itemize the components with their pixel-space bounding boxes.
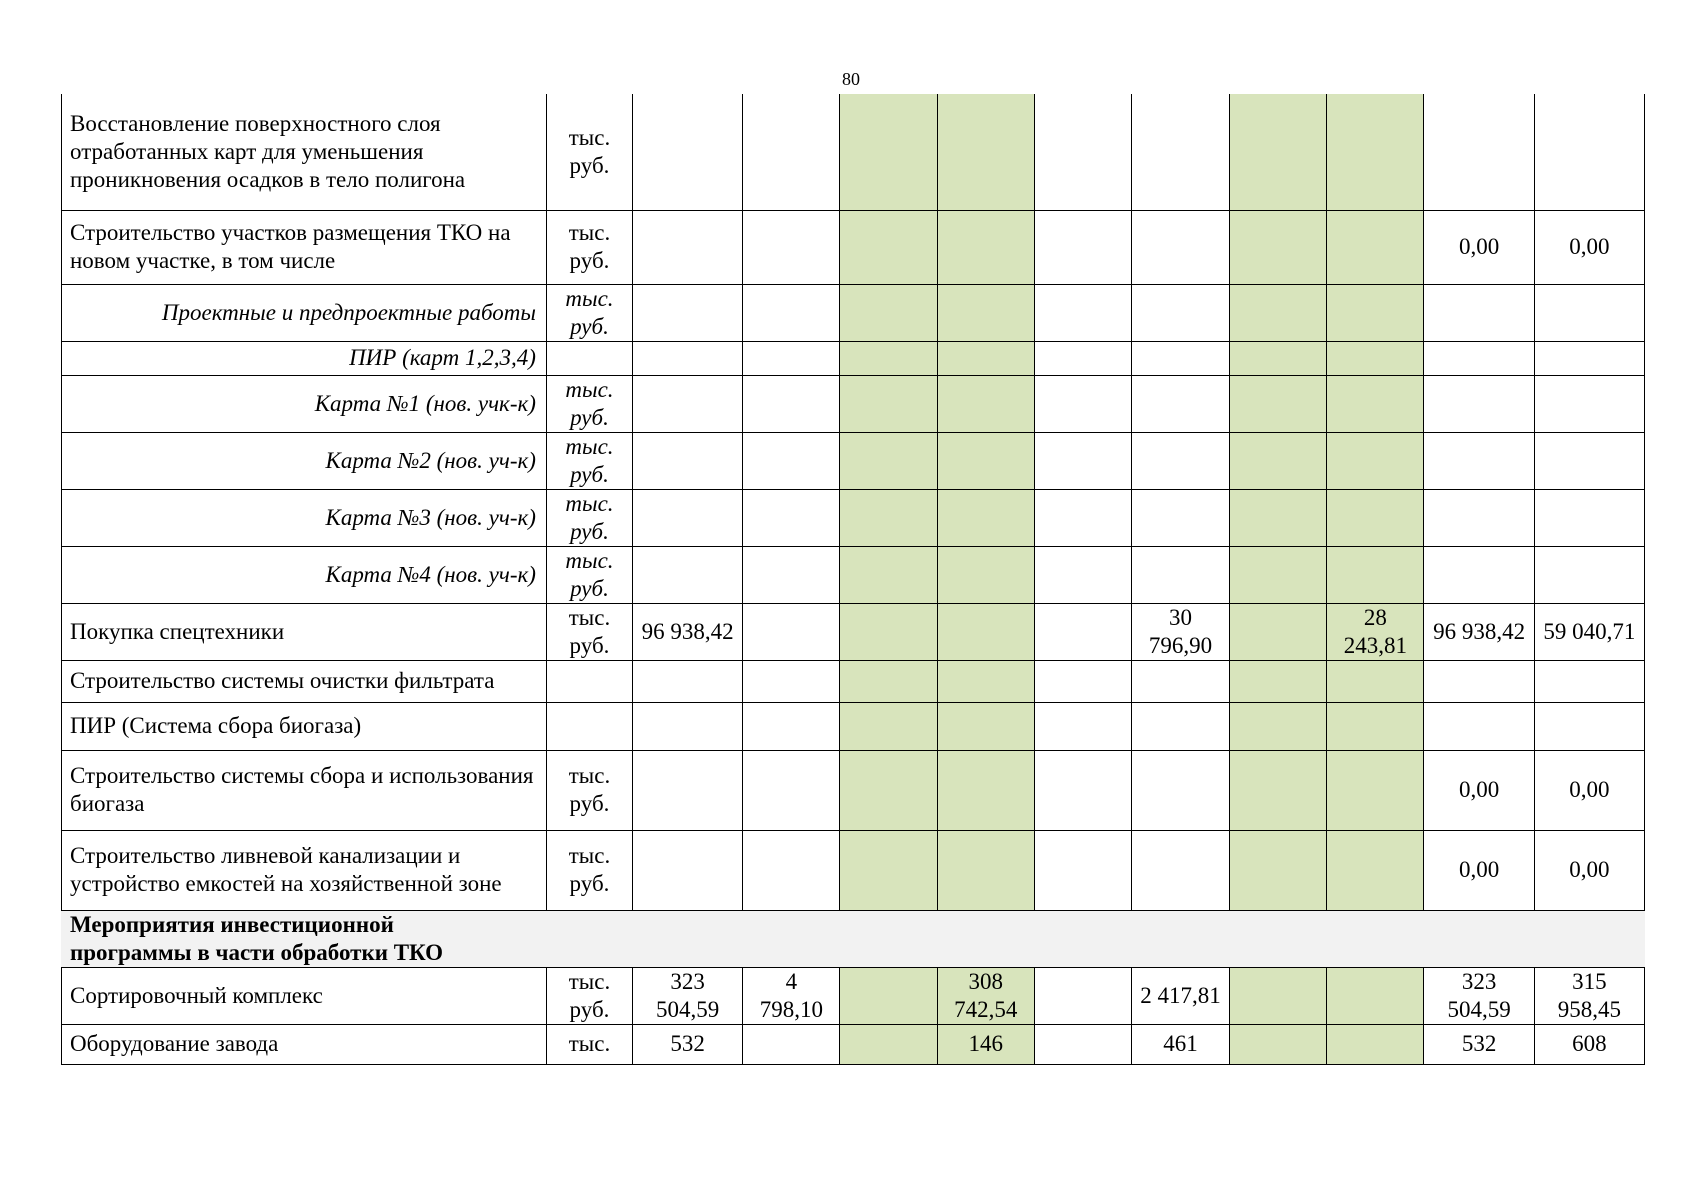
value-cell xyxy=(1034,489,1131,546)
value-cell xyxy=(937,750,1034,830)
value-cell xyxy=(743,210,840,284)
row-label: Покупка спецтехники xyxy=(62,603,547,660)
value-cell xyxy=(1034,432,1131,489)
value-cell: 0,00 xyxy=(1534,210,1644,284)
value-cell xyxy=(633,660,743,702)
value-cell xyxy=(743,830,840,910)
value-cell xyxy=(1131,660,1229,702)
value-cell xyxy=(840,375,937,432)
value-cell xyxy=(1034,967,1131,1024)
value-cell: 2 417,81 xyxy=(1131,967,1229,1024)
value-cell xyxy=(633,94,743,210)
value-cell xyxy=(1424,432,1534,489)
value-cell xyxy=(1034,1024,1131,1064)
value-cell xyxy=(1534,375,1644,432)
value-cell xyxy=(1034,546,1131,603)
value-cell xyxy=(840,284,937,341)
value-cell xyxy=(1327,967,1424,1024)
investment-table xyxy=(61,94,1645,1065)
value-cell xyxy=(1424,489,1534,546)
table-row xyxy=(62,284,1645,341)
value-cell: 532 xyxy=(1424,1024,1534,1064)
table-row xyxy=(62,375,1645,432)
row-label: Строительство системы очистки фильтрата xyxy=(62,660,547,702)
value-cell: 532 xyxy=(633,1024,743,1064)
value-cell xyxy=(1327,660,1424,702)
value-cell xyxy=(1327,94,1424,210)
value-cell xyxy=(1424,94,1534,210)
value-cell xyxy=(1034,284,1131,341)
value-cell xyxy=(743,546,840,603)
row-label: ПИР (карт 1,2,3,4) xyxy=(62,341,547,375)
value-cell xyxy=(743,489,840,546)
value-cell: 323 504,59 xyxy=(1424,967,1534,1024)
value-cell: 146 xyxy=(937,1024,1034,1064)
table-row xyxy=(62,432,1645,489)
value-cell: 323 504,59 xyxy=(633,967,743,1024)
row-unit: тыс. руб. xyxy=(546,750,632,830)
value-cell xyxy=(1327,210,1424,284)
value-cell xyxy=(937,830,1034,910)
value-cell: 96 938,42 xyxy=(633,603,743,660)
value-cell xyxy=(937,702,1034,750)
value-cell xyxy=(840,830,937,910)
value-cell xyxy=(1230,967,1327,1024)
value-cell xyxy=(1534,341,1644,375)
value-cell xyxy=(1230,750,1327,830)
value-cell xyxy=(937,660,1034,702)
row-unit: тыс. руб. xyxy=(546,830,632,910)
value-cell xyxy=(1534,489,1644,546)
table-row xyxy=(62,603,1645,660)
value-cell xyxy=(1534,702,1644,750)
value-cell xyxy=(840,967,937,1024)
value-cell: 0,00 xyxy=(1424,210,1534,284)
value-cell xyxy=(743,284,840,341)
row-unit: тыс. руб. xyxy=(546,375,632,432)
value-cell xyxy=(1034,702,1131,750)
value-cell xyxy=(1131,750,1229,830)
value-cell xyxy=(743,603,840,660)
value-cell xyxy=(937,210,1034,284)
value-cell xyxy=(1230,375,1327,432)
table-row xyxy=(62,546,1645,603)
section-heading: Мероприятия инвестиционной программы в части обработки ТКО xyxy=(70,911,444,965)
value-cell xyxy=(633,432,743,489)
value-cell xyxy=(633,702,743,750)
table-row xyxy=(62,750,1645,830)
value-cell xyxy=(743,432,840,489)
value-cell: 0,00 xyxy=(1424,830,1534,910)
value-cell xyxy=(840,546,937,603)
value-cell xyxy=(1131,284,1229,341)
value-cell xyxy=(937,432,1034,489)
value-cell xyxy=(633,375,743,432)
row-label: Карта №4 (нов. уч-к) xyxy=(62,546,547,603)
value-cell xyxy=(1131,94,1229,210)
row-label: Оборудование завода xyxy=(62,1024,547,1064)
value-cell: 59 040,71 xyxy=(1534,603,1644,660)
value-cell xyxy=(840,432,937,489)
row-unit: тыс. руб. xyxy=(546,432,632,489)
value-cell xyxy=(1424,284,1534,341)
value-cell xyxy=(743,702,840,750)
table-row xyxy=(62,830,1645,910)
table-row xyxy=(62,702,1645,750)
row-unit xyxy=(546,660,632,702)
value-cell xyxy=(1230,341,1327,375)
value-cell xyxy=(1131,489,1229,546)
value-cell xyxy=(743,750,840,830)
value-cell xyxy=(1534,94,1644,210)
row-label: Карта №3 (нов. уч-к) xyxy=(62,489,547,546)
row-unit: тыс. руб. xyxy=(546,284,632,341)
row-label: Сортировочный комплекс xyxy=(62,967,547,1024)
value-cell xyxy=(1034,341,1131,375)
value-cell xyxy=(633,489,743,546)
value-cell: 96 938,42 xyxy=(1424,603,1534,660)
value-cell xyxy=(633,750,743,830)
value-cell xyxy=(1230,489,1327,546)
value-cell xyxy=(743,1024,840,1064)
value-cell xyxy=(1131,546,1229,603)
value-cell xyxy=(937,546,1034,603)
value-cell xyxy=(840,1024,937,1064)
value-cell xyxy=(840,702,937,750)
value-cell xyxy=(1327,546,1424,603)
section-heading-row xyxy=(62,910,1645,967)
value-cell: 308 742,54 xyxy=(937,967,1034,1024)
row-unit xyxy=(546,341,632,375)
value-cell xyxy=(840,660,937,702)
value-cell xyxy=(1230,94,1327,210)
row-label: Восстановление поверхностного слоя отработанных карт для уменьшения проникновения осадков в тело полигона xyxy=(62,94,547,210)
value-cell xyxy=(1327,375,1424,432)
value-cell: 608 xyxy=(1534,1024,1644,1064)
row-unit: тыс. руб. xyxy=(546,603,632,660)
value-cell xyxy=(1034,830,1131,910)
value-cell xyxy=(937,341,1034,375)
value-cell xyxy=(1034,375,1131,432)
value-cell xyxy=(1230,1024,1327,1064)
value-cell xyxy=(633,830,743,910)
row-label: Карта №1 (нов. учк-к) xyxy=(62,375,547,432)
row-label: Строительство системы сбора и использования биогаза xyxy=(62,750,547,830)
value-cell xyxy=(1327,702,1424,750)
value-cell xyxy=(1534,546,1644,603)
row-label: Строительство ливневой канализации и устройство емкостей на хозяйственной зоне xyxy=(62,830,547,910)
value-cell xyxy=(1327,341,1424,375)
table-row xyxy=(62,1024,1645,1064)
value-cell xyxy=(937,603,1034,660)
value-cell xyxy=(1327,750,1424,830)
row-label: Проектные и предпроектные работы xyxy=(62,284,547,341)
value-cell xyxy=(1131,210,1229,284)
page-number: 80 xyxy=(842,69,860,89)
value-cell: 315 958,45 xyxy=(1534,967,1644,1024)
value-cell: 30 796,90 xyxy=(1131,603,1229,660)
table-row xyxy=(62,660,1645,702)
value-cell xyxy=(743,94,840,210)
value-cell xyxy=(840,94,937,210)
value-cell xyxy=(743,375,840,432)
value-cell xyxy=(1230,284,1327,341)
value-cell xyxy=(1424,660,1534,702)
value-cell xyxy=(1534,284,1644,341)
row-unit: тыс. руб. xyxy=(546,489,632,546)
value-cell xyxy=(1230,830,1327,910)
value-cell xyxy=(1131,432,1229,489)
value-cell xyxy=(743,660,840,702)
table-row xyxy=(62,94,1645,210)
value-cell xyxy=(1327,830,1424,910)
value-cell xyxy=(1424,546,1534,603)
value-cell xyxy=(1034,750,1131,830)
row-unit: тыс. руб. xyxy=(546,546,632,603)
row-label: Строительство участков размещения ТКО на новом участке, в том числе xyxy=(62,210,547,284)
value-cell: 461 xyxy=(1131,1024,1229,1064)
value-cell xyxy=(840,341,937,375)
value-cell xyxy=(1131,341,1229,375)
table-row xyxy=(62,210,1645,284)
value-cell xyxy=(633,546,743,603)
value-cell xyxy=(743,341,840,375)
value-cell xyxy=(937,94,1034,210)
value-cell xyxy=(633,341,743,375)
row-unit xyxy=(546,702,632,750)
value-cell xyxy=(937,375,1034,432)
value-cell xyxy=(1034,603,1131,660)
value-cell xyxy=(1327,432,1424,489)
value-cell xyxy=(1534,660,1644,702)
table-row xyxy=(62,489,1645,546)
row-label: Карта №2 (нов. уч-к) xyxy=(62,432,547,489)
value-cell xyxy=(1424,375,1534,432)
row-unit: тыс. руб. xyxy=(546,967,632,1024)
value-cell xyxy=(1327,489,1424,546)
value-cell xyxy=(1034,94,1131,210)
value-cell xyxy=(1131,702,1229,750)
row-unit: тыс. xyxy=(546,1024,632,1064)
value-cell: 0,00 xyxy=(1534,750,1644,830)
value-cell xyxy=(937,284,1034,341)
value-cell xyxy=(840,750,937,830)
value-cell xyxy=(840,210,937,284)
table-row xyxy=(62,967,1645,1024)
row-label: ПИР (Система сбора биогаза) xyxy=(62,702,547,750)
value-cell xyxy=(1230,702,1327,750)
value-cell xyxy=(937,489,1034,546)
value-cell xyxy=(1424,702,1534,750)
value-cell xyxy=(840,489,937,546)
value-cell xyxy=(1230,660,1327,702)
table-row xyxy=(62,341,1645,375)
value-cell xyxy=(1534,432,1644,489)
value-cell xyxy=(1230,546,1327,603)
value-cell xyxy=(1230,432,1327,489)
value-cell: 4 798,10 xyxy=(743,967,840,1024)
value-cell: 0,00 xyxy=(1534,830,1644,910)
value-cell: 28 243,81 xyxy=(1327,603,1424,660)
value-cell xyxy=(1230,603,1327,660)
value-cell xyxy=(1230,210,1327,284)
value-cell xyxy=(1131,830,1229,910)
value-cell xyxy=(633,210,743,284)
value-cell xyxy=(1034,660,1131,702)
value-cell xyxy=(1034,210,1131,284)
value-cell xyxy=(1424,341,1534,375)
row-unit: тыс. руб. xyxy=(546,210,632,284)
value-cell xyxy=(1327,1024,1424,1064)
value-cell xyxy=(1327,284,1424,341)
value-cell xyxy=(840,603,937,660)
value-cell: 0,00 xyxy=(1424,750,1534,830)
value-cell xyxy=(1131,375,1229,432)
value-cell xyxy=(633,284,743,341)
row-unit: тыс. руб. xyxy=(546,94,632,210)
